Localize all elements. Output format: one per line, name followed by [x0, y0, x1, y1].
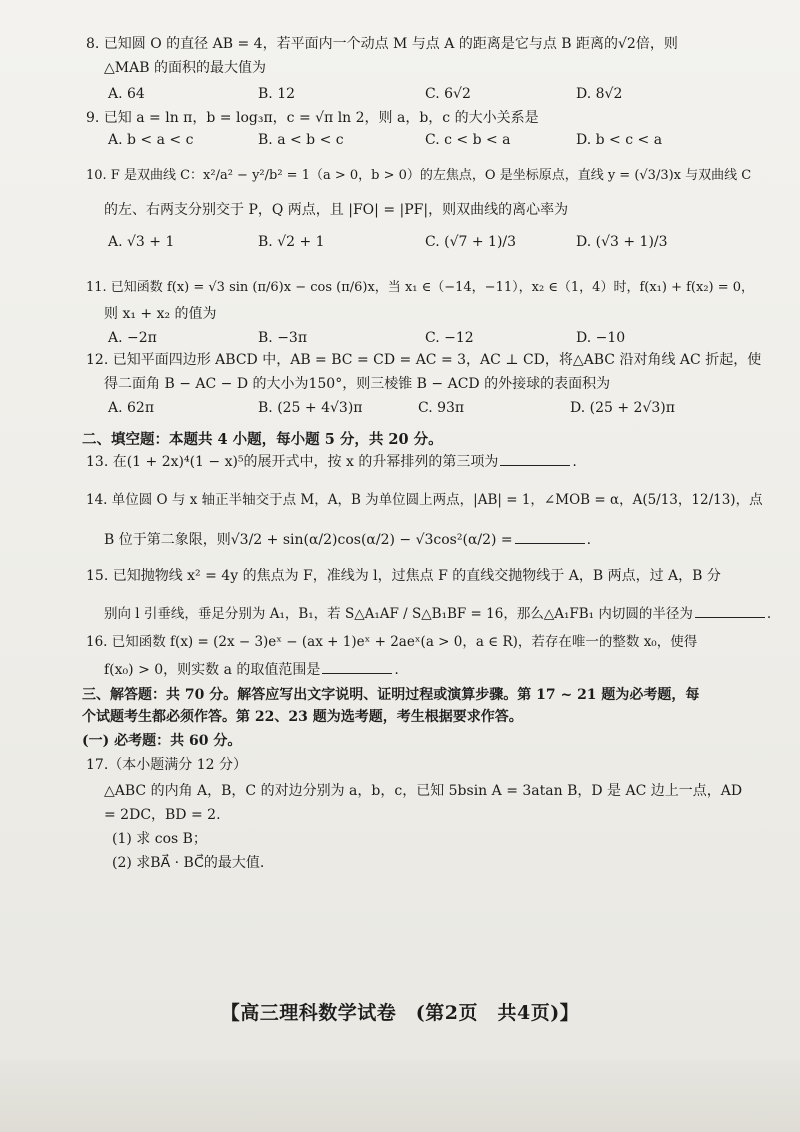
q8-option-b: B. 12 — [258, 86, 296, 102]
q9-text-line1: 9. 已知 a = ln π，b = log₃π，c = √π ln 2，则 a，b，c 的大小关系是 — [86, 110, 539, 126]
q8-options — [0, 86, 800, 108]
q10-options — [0, 234, 800, 256]
q10-text-line1: 10. F 是双曲线 C：x²/a² − y²/b² = 1（a > 0，b > 0）的左焦点，O 是坐标原点，直线 y = (√3/3)x 与双曲线 C — [86, 168, 752, 183]
q8-option-d: D. 8√2 — [576, 86, 623, 102]
q17-part1: (1) 求 cos B； — [112, 831, 207, 847]
section3-title-line1: 三、解答题：共 70 分。解答应写出文字说明、证明过程或演算步骤。第 17 ~ 21 题为必考题，每 — [82, 687, 700, 703]
section3-required-title: (一) 必考题：共 60 分。 — [82, 733, 242, 749]
section3-title-line2: 个试题考生都必须作答。第 22、23 题为选考题，考生根据要求作答。 — [82, 709, 523, 725]
q11-option-c: C. −12 — [425, 330, 474, 346]
q10-option-a: A. √3 + 1 — [108, 234, 175, 250]
q13-text: 13. 在(1 + 2x)⁴(1 − x)⁵的展开式中，按 x 的升幂排列的第三项为 . — [86, 454, 577, 470]
q8-text-line2: △MAB 的面积的最大值为 — [104, 60, 266, 76]
q12-text-line2: 得二面角 B − AC − D 的大小为150°，则三棱锥 B − ACD 的外接球的表面积为 — [104, 376, 611, 392]
q17-heading: 17.（本小题满分 12 分） — [86, 757, 247, 773]
q12-option-b: B. (25 + 4√3)π — [258, 400, 363, 416]
q15-stem: 别向 l 引垂线，垂足分别为 A₁，B₁，若 S△A₁AF / S△B₁BF = 16，那么△A₁FB₁ 内切圆的半径为 — [104, 606, 693, 622]
q16-answer-blank — [322, 661, 392, 674]
q11-option-b: B. −3π — [258, 330, 308, 346]
q8-option-a: A. 64 — [108, 86, 145, 102]
q16-stem: f(x₀) > 0，则实数 a 的取值范围是 — [104, 662, 321, 678]
q11-options — [0, 330, 800, 352]
q11-option-a: A. −2π — [108, 330, 157, 346]
q12-text-line1: 12. 已知平面四边形 ABCD 中，AB = BC = CD = AC = 3，AC ⊥ CD，将△ABC 沿对角线 AC 折起，使 — [86, 352, 762, 368]
page-footer: 【高三理科数学试卷 (第2页 共4页)】 — [220, 1002, 580, 1024]
q10-option-d: D. (√3 + 1)/3 — [576, 234, 668, 250]
scan-bottom-band — [0, 1060, 800, 1132]
section2-title: 二、填空题：本题共 4 小题，每小题 5 分，共 20 分。 — [82, 431, 443, 448]
q12-option-c: C. 93π — [418, 400, 465, 416]
q11-text-line1: 11. 已知函数 f(x) = √3 sin (π/6)x − cos (π/6)x，当 x₁ ∈（−14，−11），x₂ ∈（1，4）时，f(x₁) + f(x₂) = 0， — [86, 280, 755, 295]
q14-stem: B 位于第二象限，则√3/2 + sin(α/2)cos(α/2) − √3cos²(α/2) = — [104, 532, 513, 548]
q10-option-b: B. √2 + 1 — [258, 234, 325, 250]
q15-answer-blank — [695, 605, 765, 618]
q11-option-d: D. −10 — [576, 330, 626, 346]
q12-option-d: D. (25 + 2√3)π — [570, 400, 675, 416]
q10-text-line2: 的左、右两支分别交于 P，Q 两点，且 |FO| = |PF|，则双曲线的离心率为 — [104, 202, 569, 218]
q15-text-line2: 别向 l 引垂线，垂足分别为 A₁，B₁，若 S△A₁AF / S△B₁BF = 16，那么△A₁FB₁ 内切圆的半径为 . — [104, 606, 772, 622]
q14-text-line1: 14. 单位圆 O 与 x 轴正半轴交于点 M，A，B 为单位圆上两点，|AB| = 1，∠MOB = α，A(5/13，12/13)，点 — [86, 492, 763, 508]
q9-option-a: A. b < a < c — [108, 132, 194, 148]
q8-option-c: C. 6√2 — [425, 86, 471, 102]
q10-option-c: C. (√7 + 1)/3 — [425, 234, 517, 250]
q16-text-line1: 16. 已知函数 f(x) = (2x − 3)eˣ − (ax + 1)eˣ + 2aeˣ(a > 0，a ∈ R)，若存在唯一的整数 x₀，使得 — [86, 634, 698, 650]
q13-stem: 13. 在(1 + 2x)⁴(1 − x)⁵的展开式中，按 x 的升幂排列的第三项为 — [86, 454, 499, 470]
q15-text-line1: 15. 已知抛物线 x² = 4y 的焦点为 F，准线为 l，过焦点 F 的直线交抛物线于 A，B 两点，过 A，B 分 — [86, 568, 721, 584]
q17-part2: (2) 求BA⃗ · BC⃗的最大值. — [112, 855, 265, 871]
q9-options — [0, 132, 800, 154]
q13-answer-blank — [500, 453, 570, 466]
q12-options — [0, 400, 800, 422]
q12-option-a: A. 62π — [108, 400, 155, 416]
q9-option-b: B. a < b < c — [258, 132, 344, 148]
q16-text-line2: f(x₀) > 0，则实数 a 的取值范围是 . — [104, 662, 399, 678]
q9-option-d: D. b < c < a — [576, 132, 663, 148]
q14-answer-blank — [515, 531, 585, 544]
q9-option-c: C. c < b < a — [425, 132, 511, 148]
q11-text-line2: 则 x₁ + x₂ 的值为 — [104, 306, 217, 322]
q17-text-line2: = 2DC，BD = 2. — [104, 807, 221, 823]
q14-text-line2: B 位于第二象限，则√3/2 + sin(α/2)cos(α/2) − √3cos²(α/2) = . — [104, 532, 592, 548]
q17-text-line1: △ABC 的内角 A，B，C 的对边分别为 a，b，c，已知 5bsin A = 3atan B，D 是 AC 边上一点，AD — [104, 783, 743, 799]
q8-text-line1: 8. 已知圆 O 的直径 AB = 4，若平面内一个动点 M 与点 A 的距离是它与点 B 距离的√2倍，则 — [86, 36, 678, 52]
